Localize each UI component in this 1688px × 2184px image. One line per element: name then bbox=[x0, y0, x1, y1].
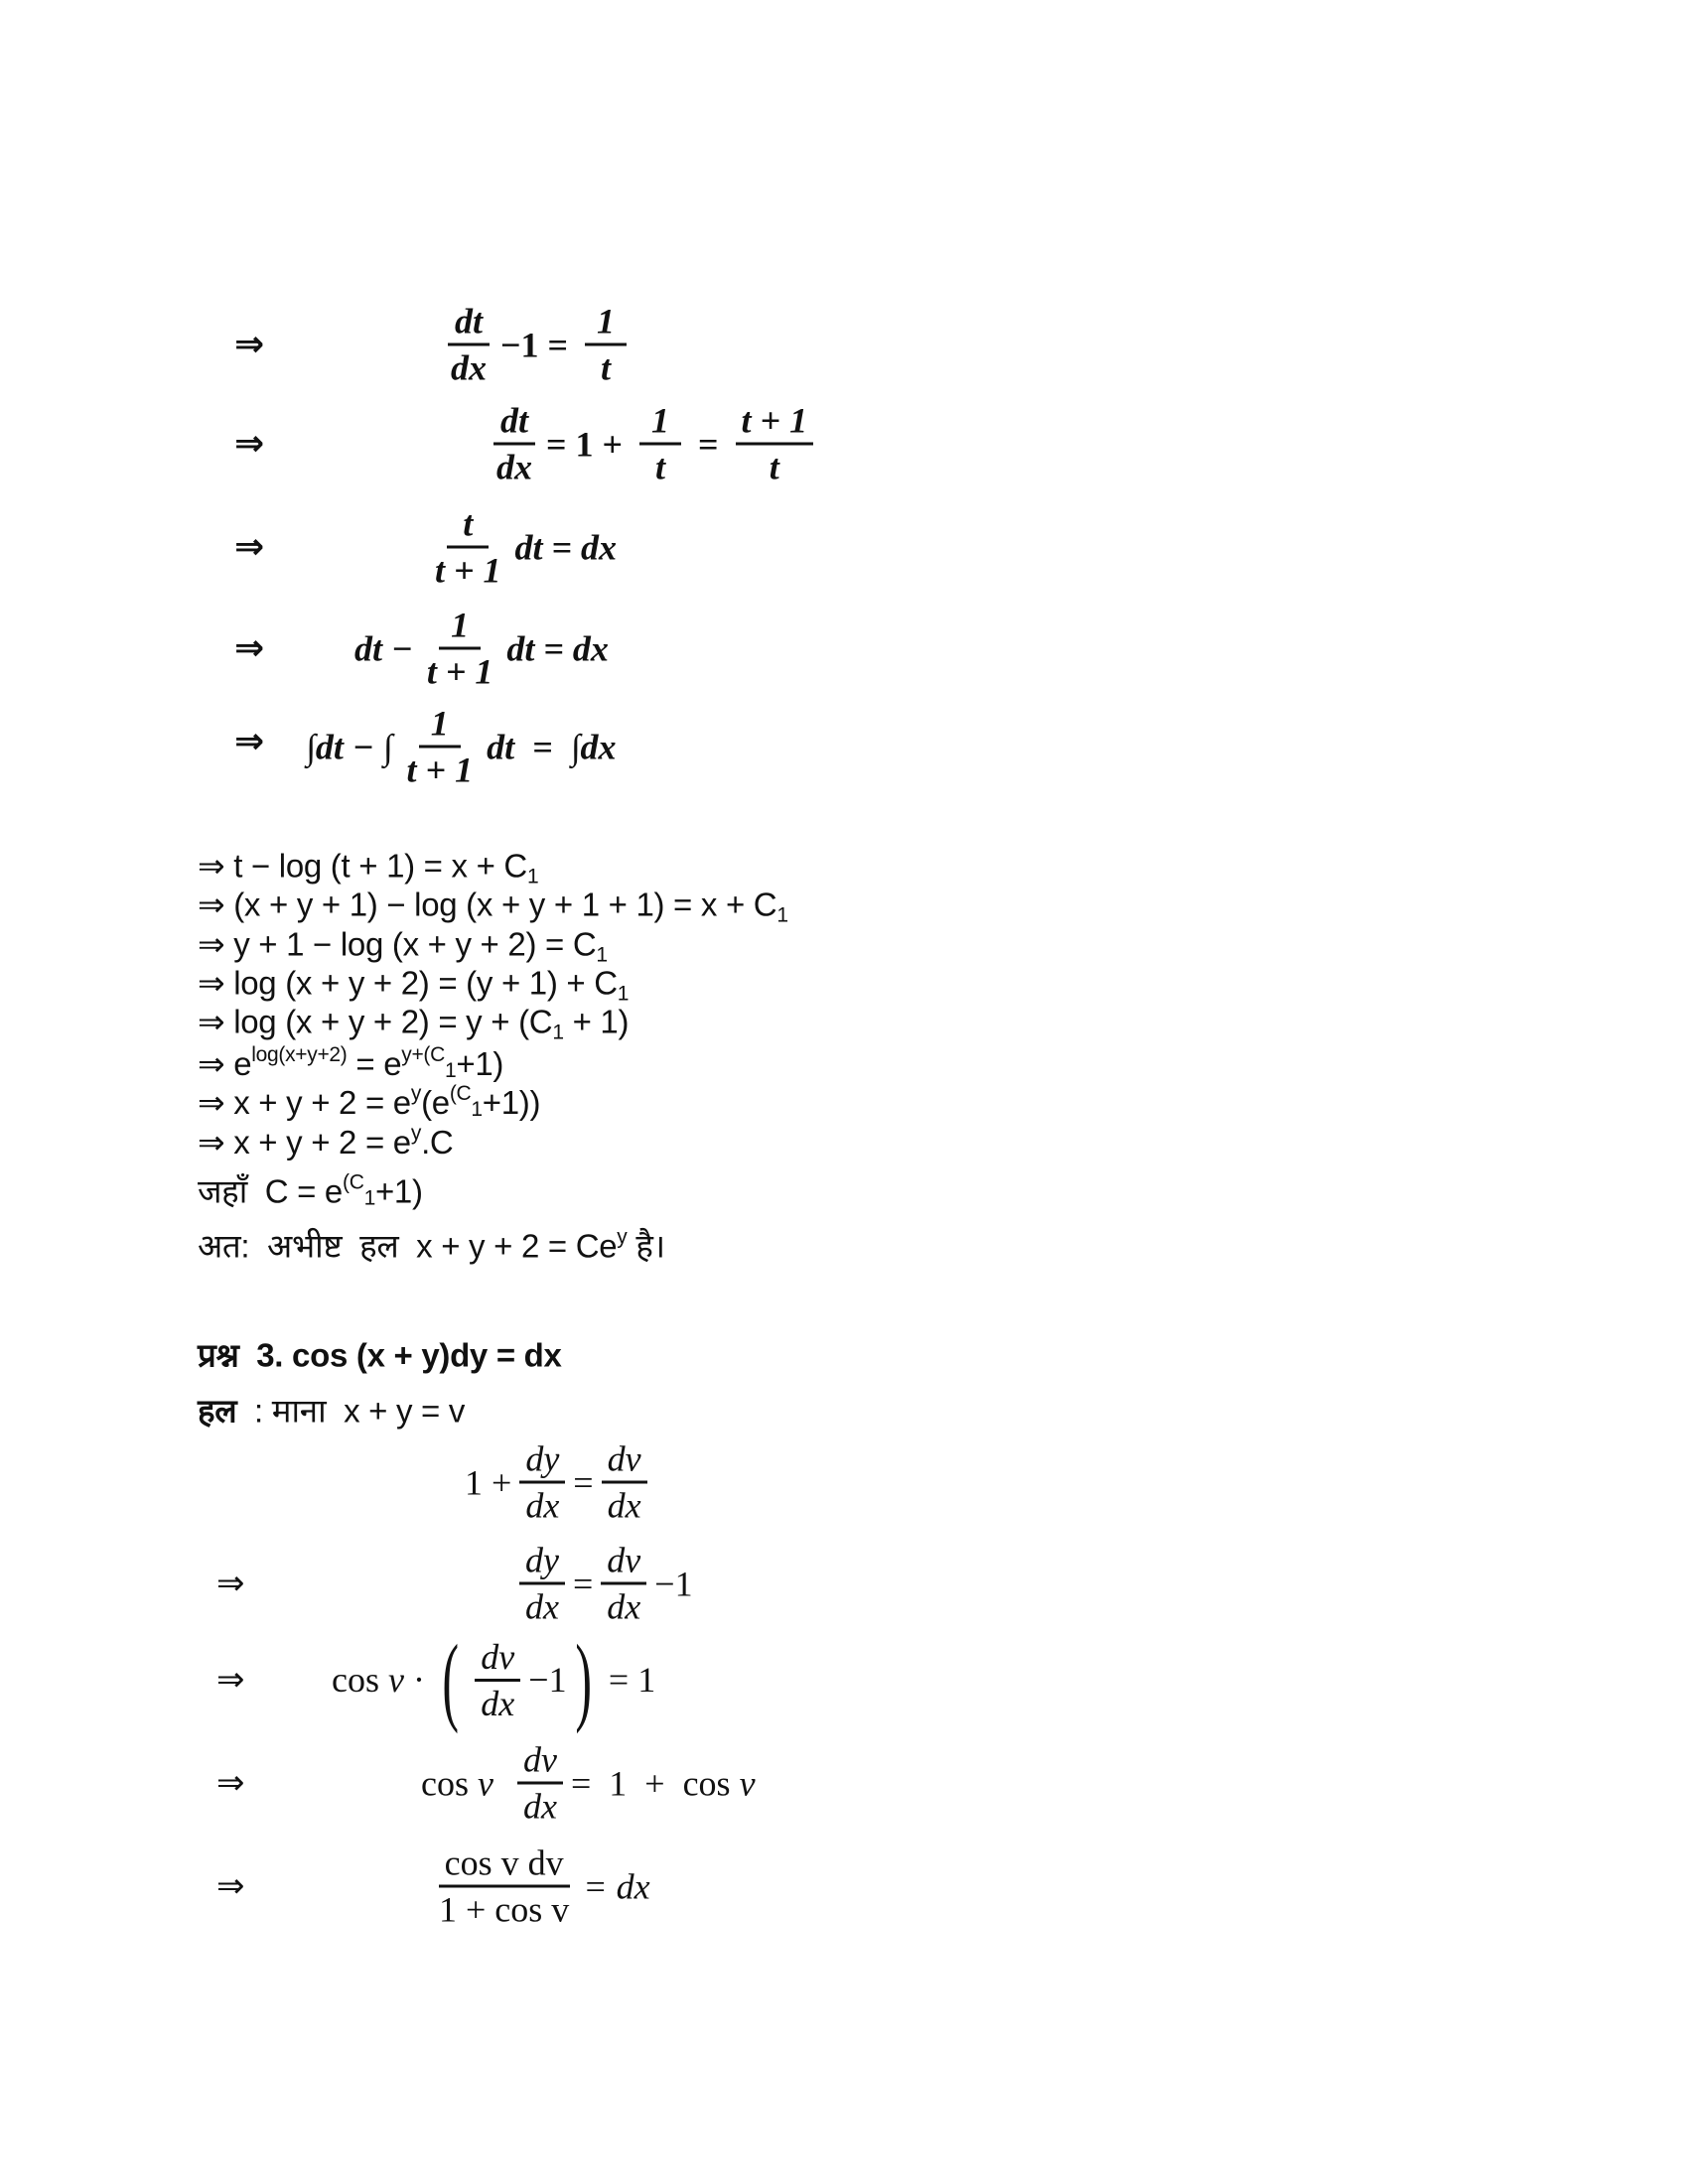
line-text: ⇒ x + y + 2 = e bbox=[198, 1124, 411, 1160]
fraction bbox=[519, 1437, 565, 1528]
subscript: 1 bbox=[617, 982, 630, 1006]
superscript: (C bbox=[449, 1082, 472, 1105]
denominator: dx bbox=[496, 447, 532, 487]
superscript: y bbox=[410, 1082, 422, 1105]
line-text: है। bbox=[627, 1227, 665, 1265]
numerator: t bbox=[447, 502, 489, 549]
equation-row bbox=[421, 502, 617, 593]
line-text: .C bbox=[421, 1124, 454, 1160]
fraction bbox=[639, 399, 681, 489]
numerator: dy bbox=[519, 1539, 565, 1585]
line-text: ⇒ t − log (t + 1) = x + C bbox=[198, 847, 527, 885]
fraction bbox=[585, 300, 627, 390]
fraction bbox=[401, 702, 480, 792]
equation-row bbox=[511, 1539, 693, 1629]
equation-text: 1 + bbox=[465, 1462, 512, 1502]
denominator: dx bbox=[607, 1586, 641, 1627]
left-paren: ( bbox=[442, 1624, 459, 1734]
right-paren: ) bbox=[574, 1624, 592, 1734]
fraction bbox=[429, 502, 507, 593]
equation-text: = bbox=[689, 424, 728, 464]
subscript: 1 bbox=[776, 903, 788, 927]
question-heading bbox=[198, 1332, 562, 1377]
equation-row bbox=[437, 300, 634, 390]
denominator: dx bbox=[607, 1485, 641, 1526]
implies-arrow: ⇒ bbox=[234, 423, 265, 465]
solution-line bbox=[198, 1168, 423, 1213]
numerator: 1 bbox=[585, 300, 627, 346]
solution-line bbox=[198, 964, 629, 1007]
denominator: dx bbox=[451, 347, 487, 388]
superscript: (C bbox=[343, 1170, 364, 1194]
fraction bbox=[433, 1842, 575, 1932]
implies-arrow: ⇒ bbox=[234, 627, 265, 669]
line-text: (e bbox=[421, 1084, 450, 1121]
implies-arrow: ⇒ bbox=[216, 1866, 245, 1906]
solution-label: हल bbox=[198, 1392, 237, 1430]
line-text: +1) bbox=[374, 1172, 423, 1210]
line-text: ⇒ x + y + 2 = e bbox=[198, 1084, 411, 1121]
equation-row bbox=[421, 1738, 756, 1829]
denominator: t + 1 bbox=[435, 550, 501, 591]
superscript: y+(C bbox=[401, 1043, 445, 1066]
line-text: ⇒ log (x + y + 2) = (y + 1) + C bbox=[198, 964, 618, 1002]
line-text: + 1) bbox=[563, 1003, 630, 1040]
subscript: 1 bbox=[552, 1021, 564, 1044]
numerator: dv bbox=[517, 1738, 563, 1785]
line-text: = e bbox=[347, 1045, 402, 1082]
variable: v bbox=[478, 1763, 493, 1803]
equation-row bbox=[354, 604, 609, 694]
numerator: 1 bbox=[419, 702, 461, 749]
fraction bbox=[602, 1437, 647, 1528]
fraction bbox=[445, 300, 492, 390]
equation-text: −1 bbox=[528, 1660, 567, 1700]
implies-arrow: ⇒ bbox=[234, 721, 265, 762]
question-label: प्रश्न bbox=[198, 1336, 239, 1374]
equation-text: dt = ∫dx bbox=[487, 727, 617, 766]
equation-row bbox=[306, 702, 616, 792]
numerator: dv bbox=[475, 1635, 520, 1682]
numerator: dy bbox=[519, 1437, 565, 1484]
subscript: 1 bbox=[445, 1059, 457, 1082]
variable: v bbox=[388, 1660, 404, 1700]
equation-text: = 1 bbox=[599, 1660, 656, 1700]
fraction bbox=[517, 1738, 563, 1829]
numerator: dv bbox=[602, 1437, 647, 1484]
implies-arrow: ⇒ bbox=[216, 1564, 245, 1603]
denominator: t bbox=[769, 447, 779, 487]
equation-text: · bbox=[403, 1660, 434, 1700]
equation-text: ∫dt − ∫ bbox=[306, 727, 393, 766]
line-text: ⇒ e bbox=[198, 1045, 252, 1082]
equation-text: = bbox=[573, 1462, 594, 1502]
numerator: dv bbox=[601, 1539, 646, 1585]
line-text: अत: अभीष्ट हल x + y + 2 = Ce bbox=[198, 1227, 618, 1265]
subscript: 1 bbox=[526, 865, 539, 888]
implies-arrow: ⇒ bbox=[216, 1763, 245, 1803]
denominator: dx bbox=[522, 1786, 557, 1827]
equation-row bbox=[332, 1624, 656, 1734]
denominator: dx bbox=[525, 1485, 560, 1526]
numerator: 1 bbox=[439, 604, 481, 650]
denominator: t bbox=[601, 347, 612, 388]
implies-arrow: ⇒ bbox=[216, 1660, 245, 1700]
equation-text: −1 = bbox=[500, 325, 578, 364]
line-text: +1)) bbox=[482, 1084, 541, 1121]
solution-line bbox=[198, 1122, 453, 1161]
equation-row bbox=[483, 399, 821, 489]
solution-line bbox=[198, 1003, 629, 1045]
numerator: t + 1 bbox=[736, 399, 814, 446]
line-text: ⇒ (x + y + 1) − log (x + y + 1 + 1) = x + C bbox=[198, 886, 777, 923]
superscript: y bbox=[410, 1122, 422, 1145]
denominator: t + 1 bbox=[406, 750, 474, 790]
solution-text: : माना x + y = v bbox=[236, 1392, 466, 1430]
denominator: t bbox=[655, 447, 666, 487]
question-text: 3. cos (x + y)dy = dx bbox=[238, 1336, 562, 1374]
fraction bbox=[519, 1539, 565, 1629]
line-text: जहाँ C = e bbox=[198, 1172, 343, 1210]
superscript: y bbox=[617, 1225, 628, 1249]
numerator: dt bbox=[493, 399, 535, 446]
equation-text: = 1 + cos bbox=[570, 1763, 740, 1803]
subscript: 1 bbox=[363, 1186, 375, 1210]
solution-line bbox=[198, 886, 788, 928]
equation-text: dt = dx bbox=[506, 628, 609, 668]
line-text: ⇒ y + 1 − log (x + y + 2) = C bbox=[198, 925, 597, 963]
equation-text: dt = dx bbox=[514, 527, 618, 567]
fraction bbox=[491, 399, 538, 489]
fraction bbox=[475, 1635, 520, 1725]
line-text: ⇒ log (x + y + 2) = y + (C bbox=[198, 1003, 553, 1040]
solution-line bbox=[198, 925, 608, 968]
equation-text: cos bbox=[332, 1660, 388, 1700]
equation-text: −1 bbox=[654, 1564, 693, 1603]
denominator: dx bbox=[525, 1586, 559, 1627]
fraction bbox=[601, 1539, 646, 1629]
equation-row bbox=[465, 1437, 655, 1528]
equation-text: cos bbox=[421, 1763, 478, 1803]
conclusion-line bbox=[198, 1223, 665, 1268]
numerator: 1 bbox=[639, 399, 681, 446]
solution-line bbox=[198, 1043, 503, 1083]
numerator: dt bbox=[448, 300, 490, 346]
equation-text: = bbox=[572, 1564, 594, 1603]
fraction bbox=[421, 604, 499, 694]
implies-arrow: ⇒ bbox=[234, 324, 265, 365]
line-text: +1) bbox=[456, 1045, 504, 1082]
subscript: 1 bbox=[471, 1098, 483, 1121]
solution-line bbox=[198, 847, 538, 889]
solution-intro bbox=[198, 1388, 465, 1433]
superscript: log(x+y+2) bbox=[251, 1043, 348, 1066]
implies-arrow: ⇒ bbox=[234, 526, 265, 568]
denominator: 1 + cos v bbox=[439, 1889, 570, 1930]
equation-text: = dx bbox=[583, 1866, 650, 1906]
denominator: dx bbox=[481, 1683, 515, 1723]
fraction bbox=[736, 399, 814, 489]
variable: v bbox=[739, 1763, 756, 1803]
denominator: t + 1 bbox=[426, 651, 493, 692]
equation-text: dt − bbox=[354, 628, 413, 668]
subscript: 1 bbox=[596, 943, 608, 967]
solution-line bbox=[198, 1082, 540, 1122]
equation-row bbox=[425, 1842, 650, 1932]
numerator: cos v dv bbox=[439, 1842, 570, 1888]
equation-text: = 1 + bbox=[546, 424, 633, 464]
